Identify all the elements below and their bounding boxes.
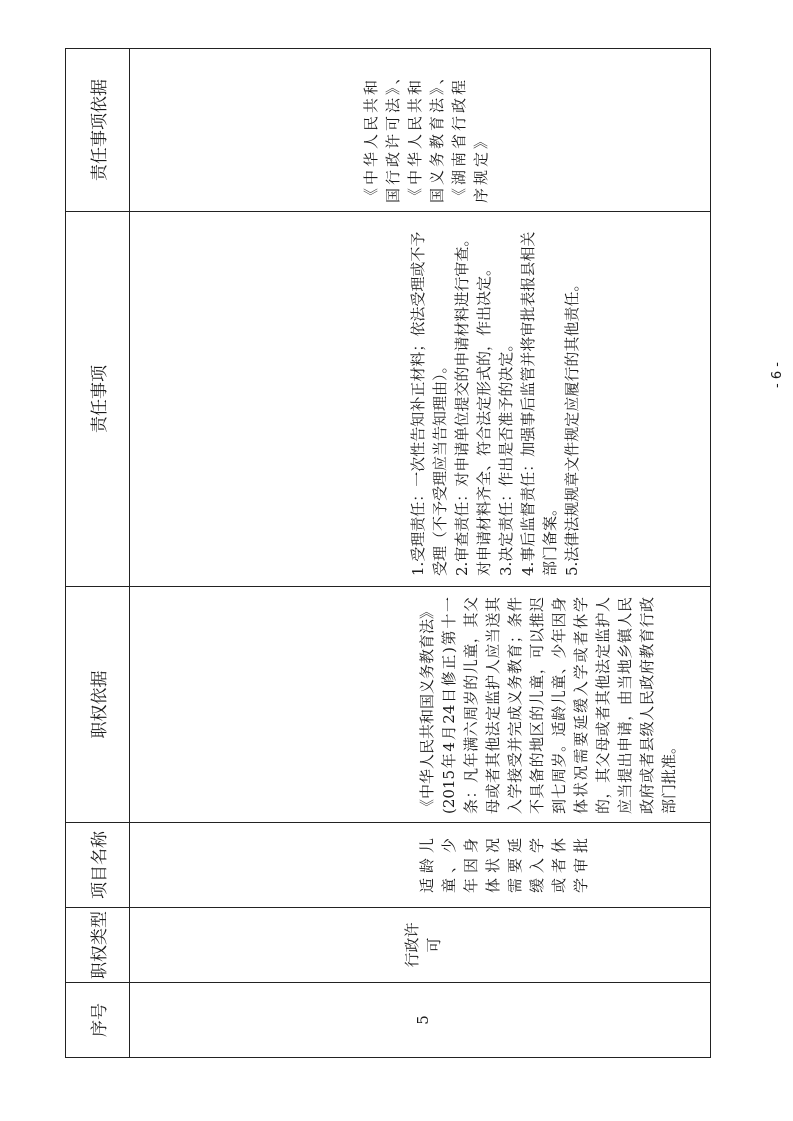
- list-item: 2.审查责任：对申请单位提交的申请材料进行审查。对申请材料齐全、符合法定形式的，作出决定。: [453, 231, 493, 576]
- list-item: 3.决定责任：作出是否准予的决定。: [497, 336, 515, 576]
- header-seq: 序号: [66, 983, 130, 1058]
- permission-type: 行政许可: [403, 922, 443, 968]
- basis-law-body: (2015年4月24日修正)第十一条：凡年满六周岁的儿童，其父母或者其他法定监护人应当送其入学接受并完成义务教育；条件不具备的地区的儿童，可以推迟到七周岁。适龄儿童、少年因身体状况需要延缓入学或者休学的，其父母或者其他法定监护人应当提出申请，由当地乡镇人民政府或者县级人民政府教育行政部门批准。: [440, 597, 678, 814]
- cell-seq: [130, 983, 711, 1058]
- list-item: 5.法律法规规章文件规定应履行的其他责任。: [563, 276, 581, 576]
- duty-basis-text: 《中华人民共和国行政许可法》、《中华人民共和国义务教育法》、《湖南省行政程序规定》: [362, 66, 490, 203]
- basis-law-title: 《中华人民共和国义务教育法》: [418, 603, 436, 814]
- basis-text: [130, 587, 680, 822]
- cell-duty-basis: [130, 49, 711, 212]
- seq-number: 5: [414, 1015, 432, 1025]
- list-item: 1.受理责任：一次性告知补正材料；依法受理或不予受理（不予受理应当告知理由）。: [409, 231, 449, 576]
- duty-table: [65, 48, 711, 1058]
- header-duties: 责任事项: [66, 212, 130, 587]
- cell-type: [130, 908, 711, 983]
- header-basis: 职权依据: [66, 587, 130, 823]
- item-name: 适龄儿童、少年因身体状况需要延缓入学或者休学审批: [418, 832, 590, 893]
- table-header-row: [66, 49, 130, 1058]
- page-number: - 6 -: [770, 362, 785, 388]
- duties-list: [130, 212, 583, 586]
- header-duty-basis: 责任事项依据: [66, 49, 130, 212]
- cell-duties: [130, 212, 711, 587]
- header-name: 项目名称: [66, 823, 130, 908]
- list-item: 4.事后监督责任：加强事后监管并将审批表报县相关部门备案。: [519, 231, 559, 576]
- cell-basis: [130, 587, 711, 823]
- cell-name: [130, 823, 711, 908]
- header-type: 职权类型: [66, 908, 130, 983]
- table-row: [130, 49, 711, 1058]
